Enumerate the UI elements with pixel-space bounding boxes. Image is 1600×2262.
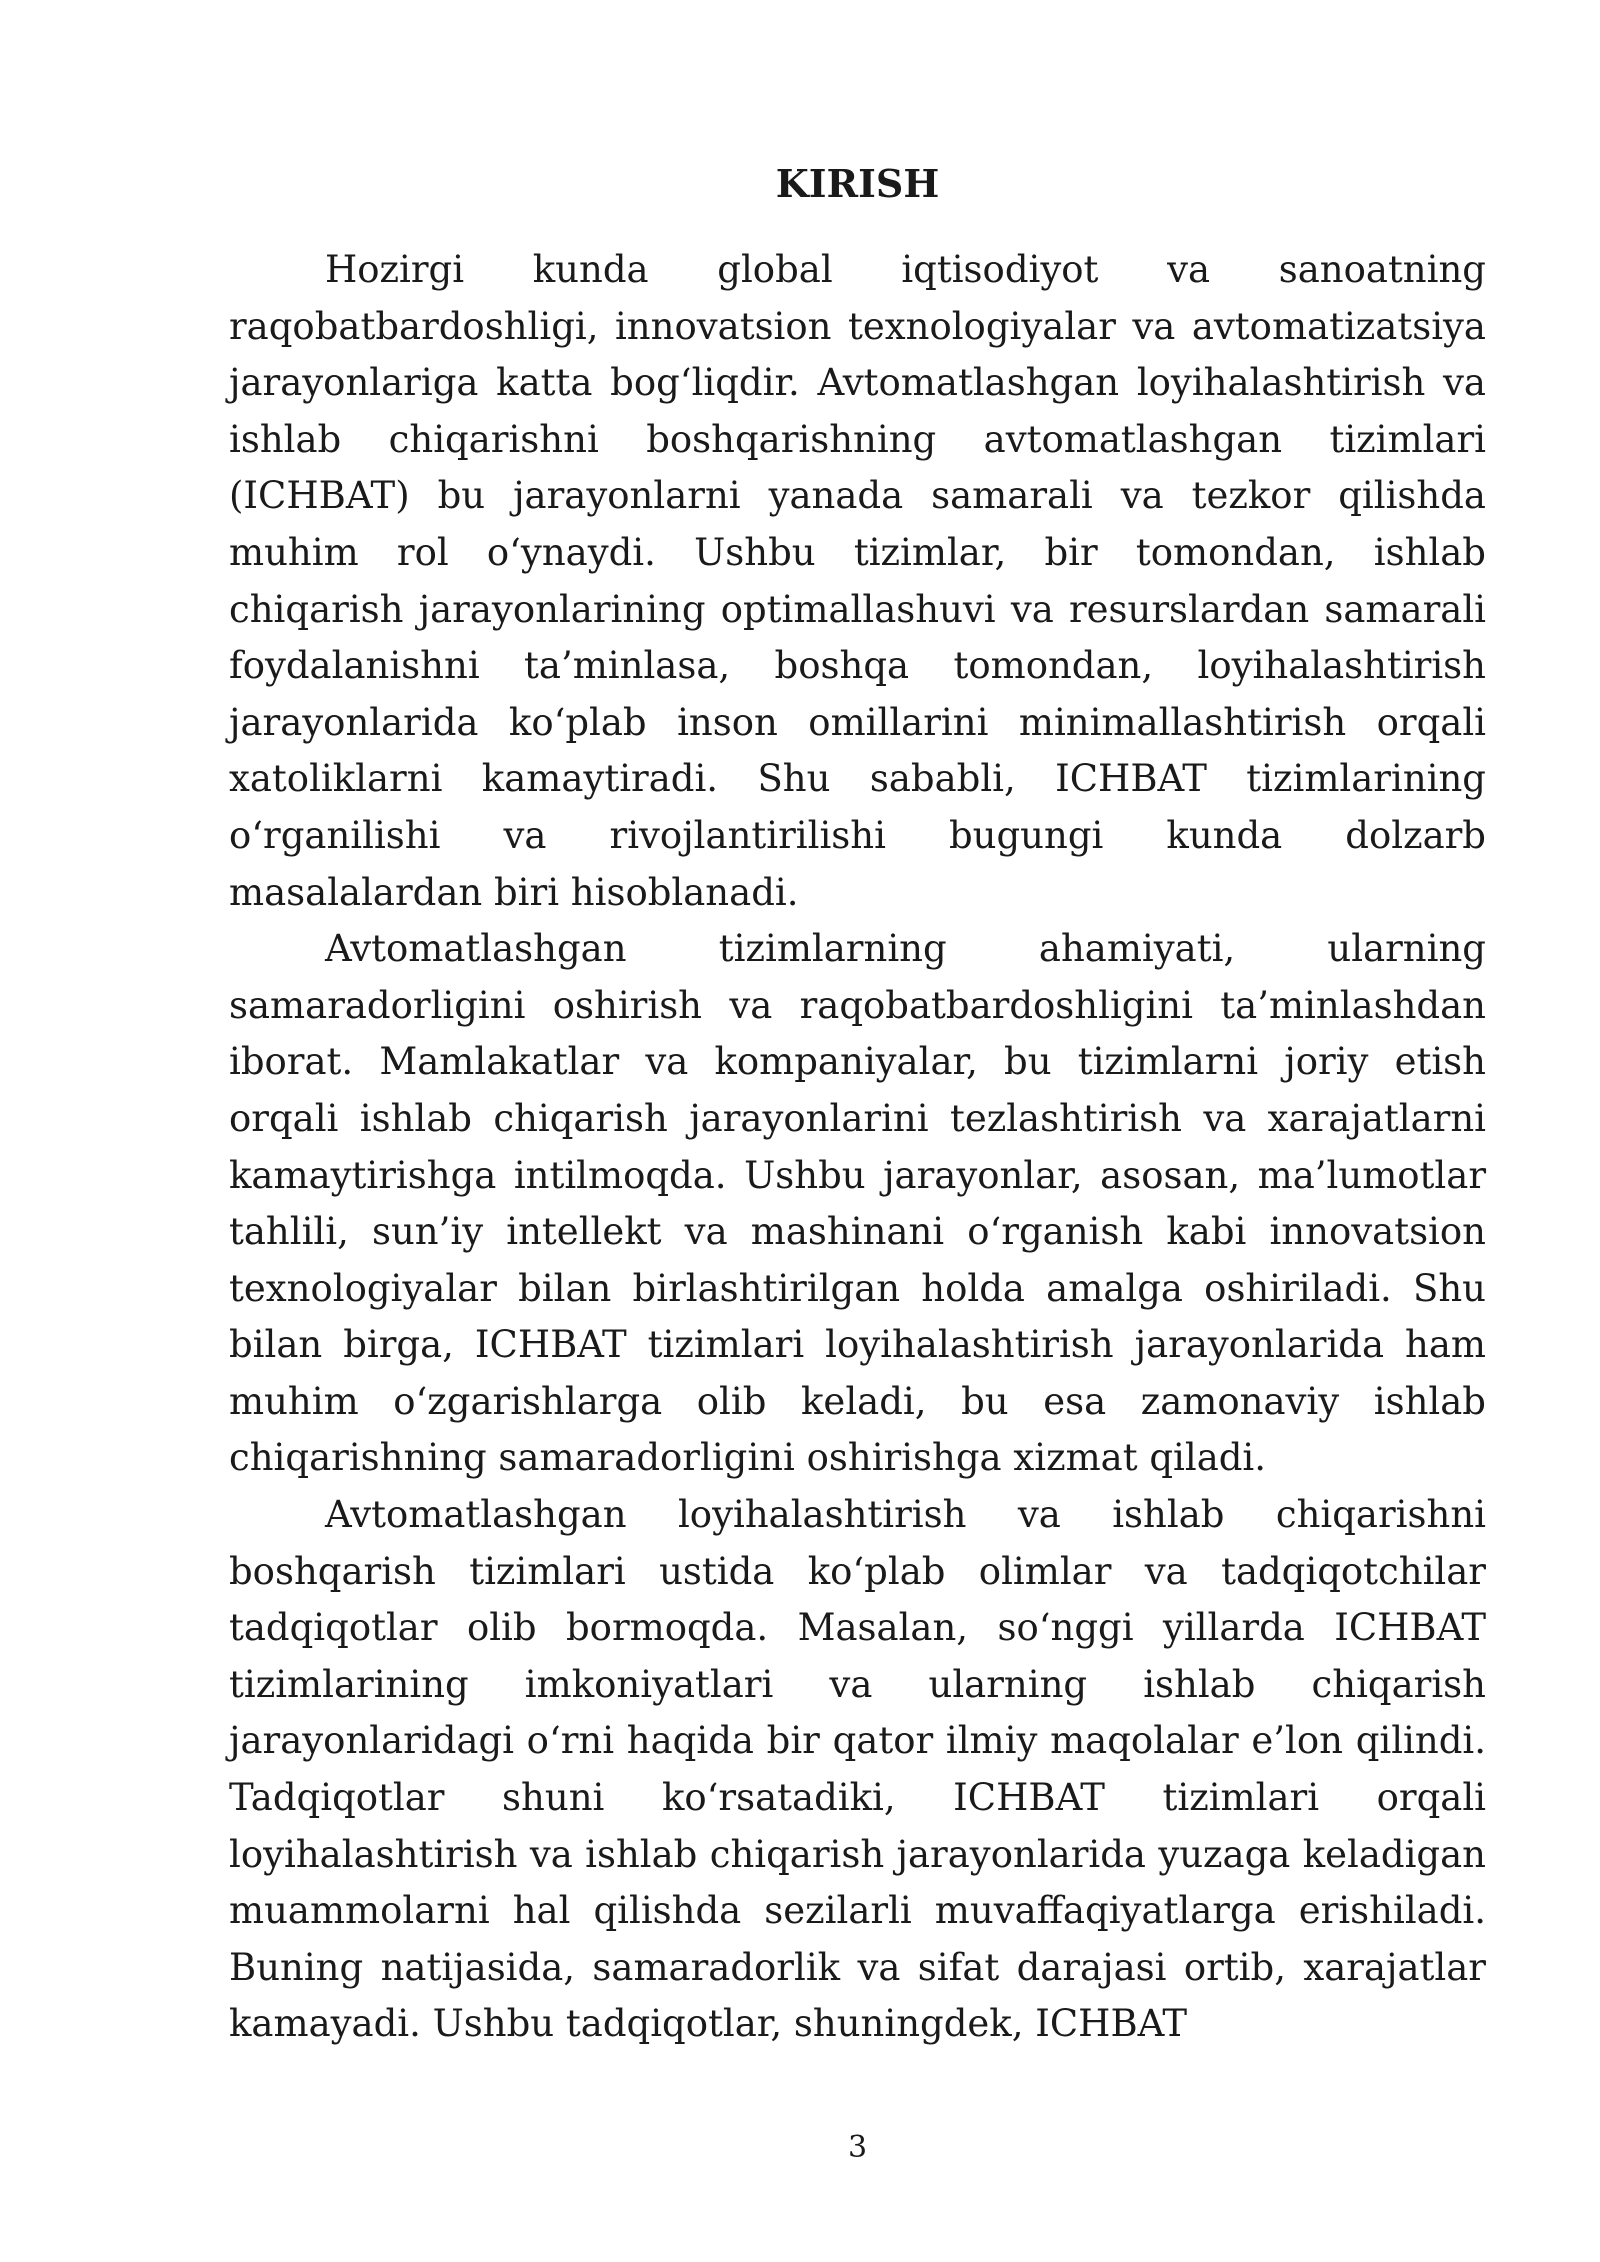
paragraph-3: Avtomatlashgan loyihalashtirish va ishlab chiqarishni boshqarish tizimlari ustida ko‘plab olimlar va tadqiqotchilar tadqiqotlar olib bormoqda. Masalan, so‘nggi yillarda ICHBAT tizimlarining imkoniyatlari va ularning ishlab chiqarish jarayonlaridagi o‘rni haqida bir qator ilmiy maqolalar e’lon qilindi. Tadqiqotlar shuni ko‘rsatadiki, ICHBAT tizimlari orqali loyihalashtirish va ishlab chiqarish jarayonlarida yuzaga keladigan muammolarni hal qilishda sezilarli muvaffaqiyatlarga erishiladi. Buning natijasida, samaradorlik va sifat darajasi ortib, xarajatlar kamayadi. Ushbu tadqiqotlar, shuningdek, ICHBAT: [229, 1493, 1486, 2046]
section-title: KIRISH: [775, 161, 940, 206]
paragraph-2: Avtomatlashgan tizimlarning ahamiyati, ularning samaradorligini oshirish va raqobatbardoshligini ta’minlashdan iborat. Mamlakatlar va kompaniyalar, bu tizimlarni joriy etish orqali ishlab chiqarish jarayonlarini tezlashtirish va xarajatlarni kamaytirishga intilmoqda. Ushbu jarayonlar, asosan, ma’lumotlar tahlili, sun’iy intellekt va mashinani o‘rganish kabi innovatsion texnologiyalar bilan birlashtirilgan holda amalga oshiriladi. Shu bilan birga, ICHBAT tizimlari loyihalashtirish jarayonlarida ham muhim o‘zgarishlarga olib keladi, bu esa zamonaviy ishlab chiqarishning samaradorligini oshirishga xizmat qiladi.: [229, 927, 1486, 1480]
body-text: [229, 242, 1486, 2053]
paragraph-1: Hozirgi kunda global iqtisodiyot va sanoatning raqobatbardoshligi, innovatsion texnologiyalar va avtomatizatsiya jarayonlariga katta bog‘liqdir. Avtomatlashgan loyihalashtirish va ishlab chiqarishni boshqarishning avtomatlashgan tizimlari (ICHBAT) bu jarayonlarni yanada samarali va tezkor qilishda muhim rol o‘ynaydi. Ushbu tizimlar, bir tomondan, ishlab chiqarish jarayonlarining optimallashuvi va resurslardan samarali foydalanishni ta’minlasa, boshqa tomondan, loyihalashtirish jarayonlarida ko‘plab inson omillarini minimallashtirish orqali xatoliklarni kamaytiradi. Shu sababli, ICHBAT tizimlarining o‘rganilishi va rivojlantirilishi bugungi kunda dolzarb masalalardan biri hisoblanadi.: [229, 248, 1486, 914]
page-number: 3: [847, 2130, 868, 2165]
